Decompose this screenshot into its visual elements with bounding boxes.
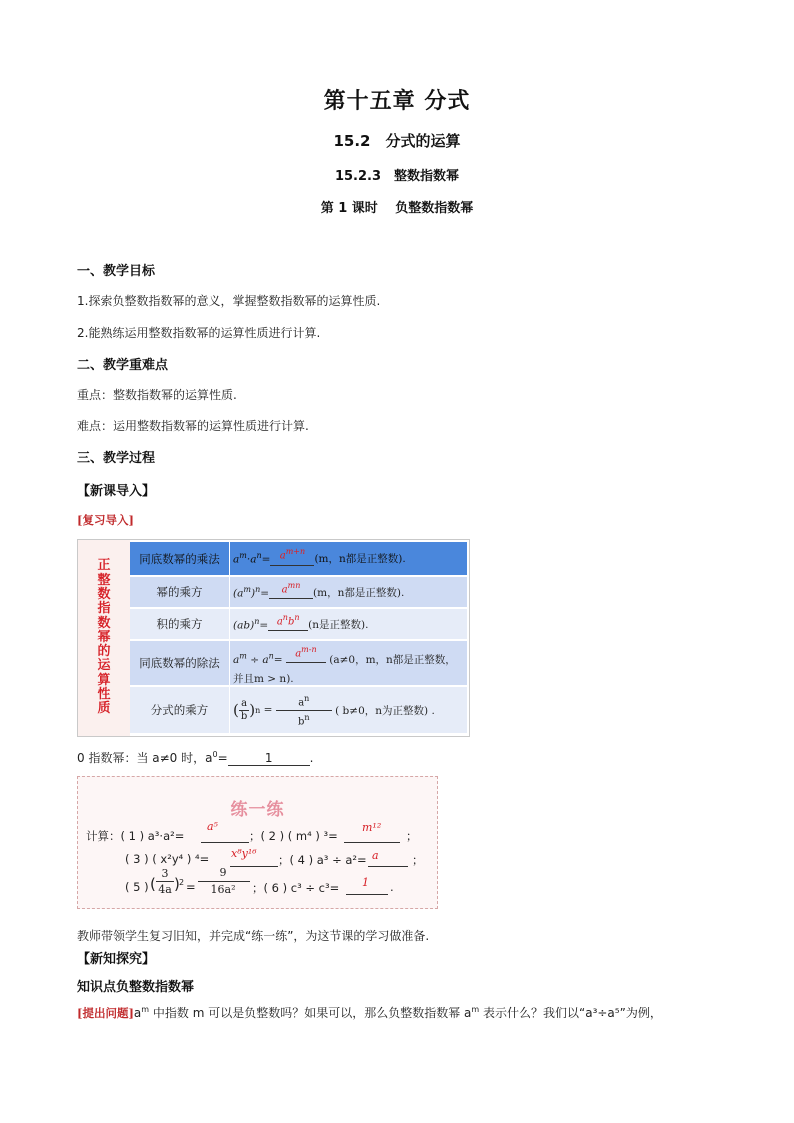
rule-name: 积的乘方: [130, 609, 229, 639]
practice-a5-num: 9: [219, 866, 227, 879]
review-table: [77, 539, 470, 737]
practice-q6: ；( 6 ) c³ ÷ c³=: [252, 881, 340, 895]
practice-title: 练一练: [230, 800, 285, 820]
review-tag: [复习导入]: [77, 513, 134, 527]
table-row: [130, 687, 468, 733]
subsection-title: 15.2.3 整数指数幂: [334, 169, 460, 184]
practice-q2: ；( 2 ) ( m⁴ ) ³=: [249, 829, 338, 843]
zero-power-answer: 1: [228, 751, 310, 766]
intro-tag: 【新课导入】: [77, 484, 156, 499]
practice-box: 练一练 计算：( 1 ) a³·a²= a⁵ ；( 2 ) ( m⁴ ) ³= m¹² ； ( 3 ) ( x²y⁴ ) ⁴= x⁸y¹⁶ ；( 4 ) a³ ÷ a²= a ； ( 5 ) ( 3 4a ) 2 = 9 16a² ；( 6 ) c³ ÷ c³= 1 .: [77, 776, 438, 909]
rule-name: 分式的乘方: [130, 687, 229, 733]
question-line: [提出问题]$a^m$ 中指数 m 可以是负整数吗？如果可以，那么负整数指数幂 $a^m$ 表示什么？我们以“a³÷a⁵”为例，: [77, 1005, 662, 1020]
practice-q5: ( 5 ): [125, 880, 149, 894]
rule-condition-line2: 并且m > n).: [233, 673, 294, 685]
key-point: 重点：整数指数幂的运算性质.: [77, 388, 237, 402]
zero-power-line: 0 指数幂：当 a≠0 时，$a^0= 1$ .: [77, 750, 314, 765]
difficult-point: 难点：运用整数指数幂的运算性质进行计算.: [77, 419, 309, 433]
practice-a2: m¹²: [362, 821, 382, 834]
practice-q4: ；( 4 ) a³ ÷ a²=: [278, 853, 367, 867]
practice-q3: ( 3 ) ( x²y⁴ ) ⁴=: [125, 852, 210, 866]
goal-item-2: 2.能熟练运用整数指数幂的运算性质进行计算.: [77, 326, 321, 340]
practice-a5-den: 16a²: [210, 883, 236, 896]
rule-condition: (n是正整数).: [308, 618, 369, 631]
rule-name: 幂的乘方: [130, 577, 229, 607]
practice-a1: a⁵: [207, 820, 218, 833]
knowledge-point: 知识点负整数指数幂: [77, 980, 195, 995]
keypoints-heading: 二、教学重难点: [77, 358, 169, 373]
section-title: 15.2 分式的运算: [333, 132, 461, 150]
rule-condition: ( b≠0，n为正整数) .: [335, 704, 435, 717]
table-row: [130, 641, 468, 685]
rule-name: 同底数幂的除法: [130, 641, 229, 685]
rule-formula: (ab)$^n$= $a^nb^n$ (n是正整数).: [230, 609, 467, 639]
table-row: [130, 577, 468, 607]
table-row: [130, 542, 468, 575]
practice-q1: ( 1 ) a³·a²=: [120, 829, 185, 843]
rule-condition: (a≠0，m，n都是正整数，: [329, 654, 456, 666]
table-row: [130, 609, 468, 639]
rule-condition: (m，n都是正整数).: [313, 586, 405, 599]
rule-formula: $(a^m)^n=$ $a^{mn}$ (m，n都是正整数).: [230, 577, 467, 607]
lesson-title: 第 1 课时 负整数指数幂: [320, 201, 474, 216]
goal-item-1: 1.探索负整数指数幂的意义，掌握整数指数幂的运算性质.: [77, 294, 381, 308]
rule-condition: (m，n都是正整数).: [314, 553, 406, 565]
practice-prefix: 计算：: [86, 829, 121, 843]
process-heading: 三、教学过程: [77, 451, 156, 466]
practice-a6: 1: [362, 876, 369, 889]
after-practice-text: 教师带领学生复习旧知，并完成“练一练”，为这节课的学习做准备.: [77, 929, 430, 943]
new-knowledge-tag: 【新知探究】: [77, 952, 156, 967]
rule-formula: ( a b ) n = $a^n$ $b^n$ ( b≠0，n为正整数) .: [230, 687, 467, 733]
chapter-title: 第十五章 分式: [323, 89, 471, 114]
review-table-side-label: 正整数指数幂的运算性质: [78, 540, 130, 736]
rule-formula: $a^m \div a^n=$ $a^{m-n}$ (a≠0，m，n都是正整数， 并且m > n).: [230, 641, 467, 685]
question-tag: [提出问题]: [77, 1006, 134, 1020]
goals-heading: 一、教学目标: [77, 264, 156, 279]
rule-formula: $a^m\cdot a^n=$ $a^{m+n}$ (m，n都是正整数).: [230, 542, 467, 575]
rule-name: 同底数幂的乘法: [130, 542, 229, 575]
practice-a3: x⁸y¹⁶: [231, 847, 257, 860]
practice-a4: a: [372, 849, 379, 862]
